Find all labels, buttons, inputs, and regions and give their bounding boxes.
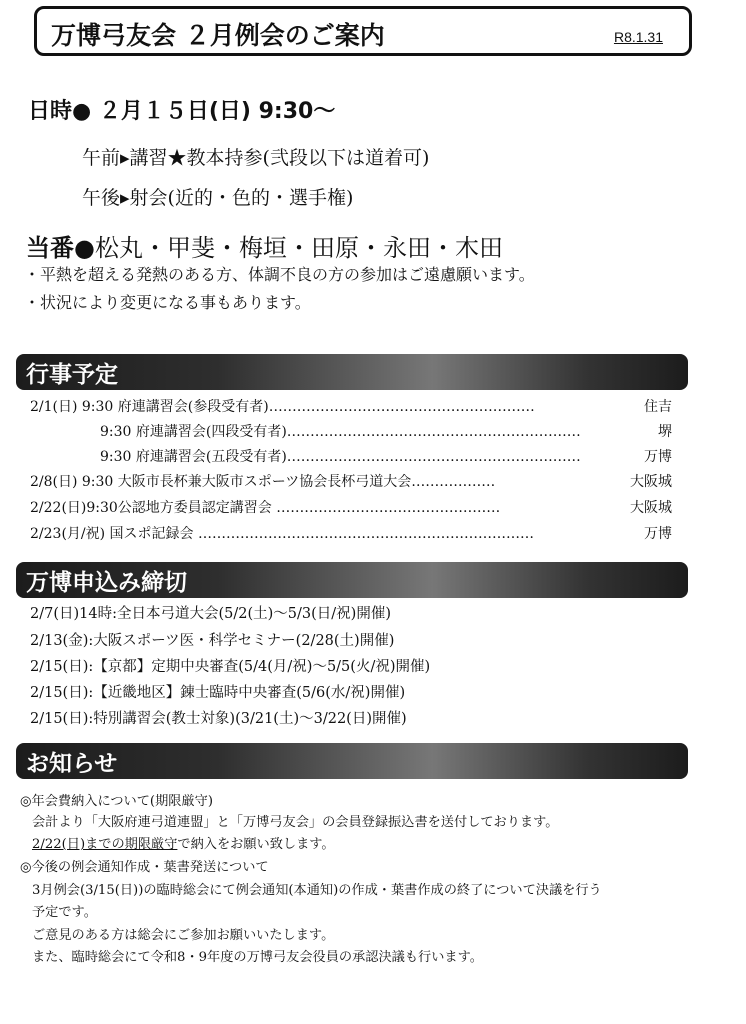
event-row-venue: 住吉 (644, 399, 672, 415)
fees-deadline: 2/22(日)までの期限厳守 (32, 837, 178, 852)
event-row-venue: 大阪城 (630, 500, 672, 516)
deadline-item: 2/15(日):【京都】定期中央審査(5/4(月/祝)～5/5(火/祝)開催) (30, 659, 431, 675)
issue-date: R8.1.31 (613, 29, 663, 45)
deadlines-heading: 万博申込み締切 (26, 570, 187, 596)
notice-title-mailing: ◎今後の例会通知作成・葉書発送について (20, 860, 269, 875)
page-title: 万博弓友会 ２月例会のご案内 (51, 21, 385, 50)
notice-mailing-line: また、臨時総会にて令和8・9年度の万博弓友会役員の承認決議も行います。 (32, 950, 483, 965)
meeting-datetime: 日時● ２月１５日(日) 9:30～ (28, 99, 336, 124)
deadline-item: 2/13(金):大阪スポーツ医・科学セミナー(2/28(土)開催) (30, 633, 395, 649)
afternoon-program: 午後▸射会(近的・色的・選手権) (82, 187, 354, 209)
event-row-left: 2/1(日) 9:30 府連講習会(参段受有者)………………………………………………… (30, 399, 535, 415)
notice-mailing-line: ご意見のある方は総会にご参加お願いいたします。 (32, 928, 335, 943)
deadline-item: 2/7(日)14時:全日本弓道大会(5/2(土)～5/3(日/祝)開催) (30, 606, 391, 622)
event-row-left: 2/23(月/祝) 国スポ記録会 ……………………………………………………………… (30, 526, 534, 542)
deadlines-heading-bar (16, 562, 688, 598)
event-row-left: 9:30 府連講習会(四段受有者)……………………………………………………… (100, 424, 581, 440)
notice-fees-line: 会計より「大阪府連弓道連盟」と「万博弓友会」の会員登録振込書を送付しております。 (32, 815, 559, 830)
notice-title-fees: ◎年会費納入について(期限厳守) (20, 794, 213, 809)
schedule-heading: 行事予定 (26, 362, 118, 388)
morning-program: 午前▸講習★教本持参(弐段以下は道着可) (82, 147, 430, 169)
notices-heading: お知らせ (26, 751, 118, 777)
event-row-venue: 万博 (644, 526, 672, 542)
title-box (34, 6, 692, 56)
health-note: ・平熱を超える発熱のある方、体調不良の方の参加はご遠慮願います。 (24, 265, 535, 284)
event-row-left: 9:30 府連講習会(五段受有者)……………………………………………………… (100, 449, 581, 465)
notices-heading-bar (16, 743, 688, 779)
event-row-venue: 大阪城 (630, 474, 672, 490)
change-note: ・状況により変更になる事もあります。 (24, 293, 311, 312)
schedule-heading-bar (16, 354, 688, 390)
notice-fees-deadline-line (32, 833, 335, 852)
event-row-venue: 万博 (644, 449, 672, 465)
event-row-left: 2/8(日) 9:30 大阪市長杯兼大阪市スポーツ協会長杯弓道大会……………… (30, 474, 496, 490)
notice-mailing-line: 3月例会(3/15(日))の臨時総会にて例会通知(本通知)の作成・葉書作成の終了について決議を行う (32, 883, 602, 898)
fees-deadline-rest: で納入をお願い致します。 (177, 837, 335, 852)
duty-line (26, 228, 503, 263)
event-row-venue: 堺 (658, 424, 672, 440)
deadline-item: 2/15(日):特別講習会(教士対象)(3/21(土)～3/22(日)開催) (30, 711, 407, 727)
deadline-item: 2/15(日):【近畿地区】錬士臨時中央審査(5/6(水/祝)開催) (30, 685, 406, 701)
duty-members: 松丸・甲斐・梅垣・田原・永田・木田 (94, 234, 503, 262)
duty-label: 当番● (26, 234, 95, 262)
notice-mailing-line: 予定です。 (32, 905, 97, 920)
event-row-left: 2/22(日)9:30公認地方委員認定講習会 ………………………………………… (30, 500, 501, 516)
